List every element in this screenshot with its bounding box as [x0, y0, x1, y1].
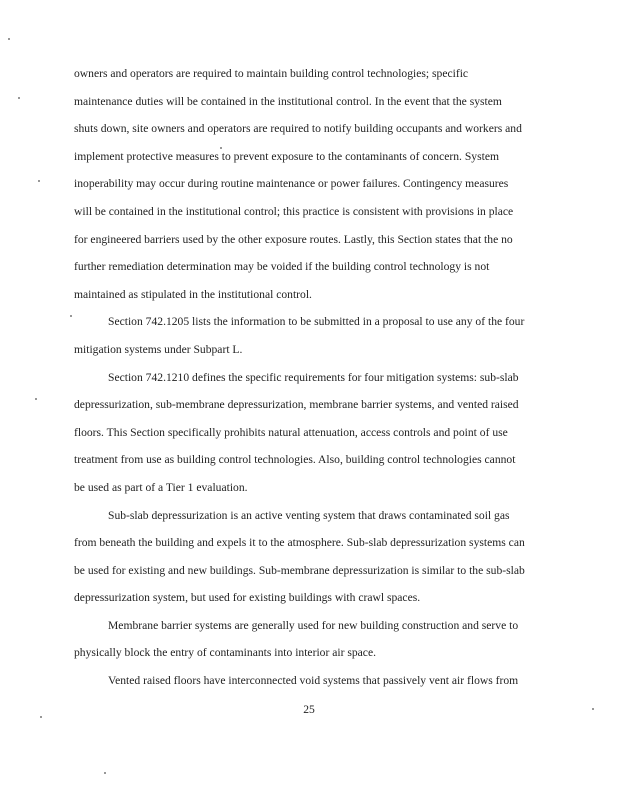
- text-line: owners and operators are required to maintain building control technologies; specific: [74, 67, 469, 80]
- text-line: Sub-slab depressurization is an active venting system that draws contaminated soil gas: [108, 508, 510, 522]
- text-line: be used as part of a Tier 1 evaluation.: [74, 480, 248, 494]
- scan-speck: [40, 716, 42, 718]
- text-line: Section 742.1210 defines the specific requirements for four mitigation systems: sub-slab: [108, 370, 519, 384]
- text-line: Membrane barrier systems are generally used for new building construction and serve to: [108, 618, 519, 632]
- text-line: further remediation determination may be voided if the building control technology is not: [74, 260, 490, 274]
- text-line: shuts down, site owners and operators are required to notify building occupants and workers and: [74, 122, 522, 136]
- body-text: [74, 60, 546, 695]
- page-number: 25: [303, 703, 315, 716]
- text-line: implement protective measures to prevent exposure to the contaminants of concern. System: [74, 149, 499, 163]
- text-line: depressurization system, but used for existing buildings with crawl spaces.: [74, 591, 421, 605]
- scan-speck: [220, 147, 222, 149]
- text-line: mitigation systems under Subpart L.: [74, 342, 243, 356]
- text-line: physically block the entry of contaminants into interior air space.: [74, 646, 376, 660]
- text-line: inoperability may occur during routine maintenance or power failures. Contingency measures: [74, 177, 509, 191]
- text-line: floors. This Section specifically prohibits natural attenuation, access controls and point of use: [74, 425, 508, 439]
- text-line: depressurization, sub-membrane depressurization, membrane barrier systems, and vented raised: [74, 398, 519, 412]
- scan-speck: [104, 772, 106, 774]
- text-line: Vented raised floors have interconnected void systems that passively vent air flows from: [108, 674, 519, 688]
- text-line: from beneath the building and expels it to the atmosphere. Sub-slab depressurization systems can: [74, 536, 525, 550]
- text-line: be used for existing and new buildings. Sub-membrane depressurization is similar to the sub-slab: [74, 563, 525, 577]
- scan-speck: [592, 708, 594, 710]
- text-line: maintenance duties will be contained in the institutional control. In the event that the system: [74, 94, 502, 108]
- scan-speck: [18, 97, 20, 99]
- text-line: maintained as stipulated in the institutional control.: [74, 287, 312, 301]
- scan-speck: [8, 38, 10, 40]
- scan-speck: [70, 315, 72, 317]
- scan-speck: [38, 180, 40, 182]
- text-line: Section 742.1205 lists the information to be submitted in a proposal to use any of the four: [108, 315, 525, 329]
- text-line: treatment from use as building control technologies. Also, building control technologies cannot: [74, 453, 516, 467]
- scan-speck: [35, 398, 37, 400]
- text-line: will be contained in the institutional control; this practice is consistent with provisions in place: [74, 204, 514, 218]
- text-line: for engineered barriers used by the other exposure routes. Lastly, this Section states that the no: [74, 232, 513, 246]
